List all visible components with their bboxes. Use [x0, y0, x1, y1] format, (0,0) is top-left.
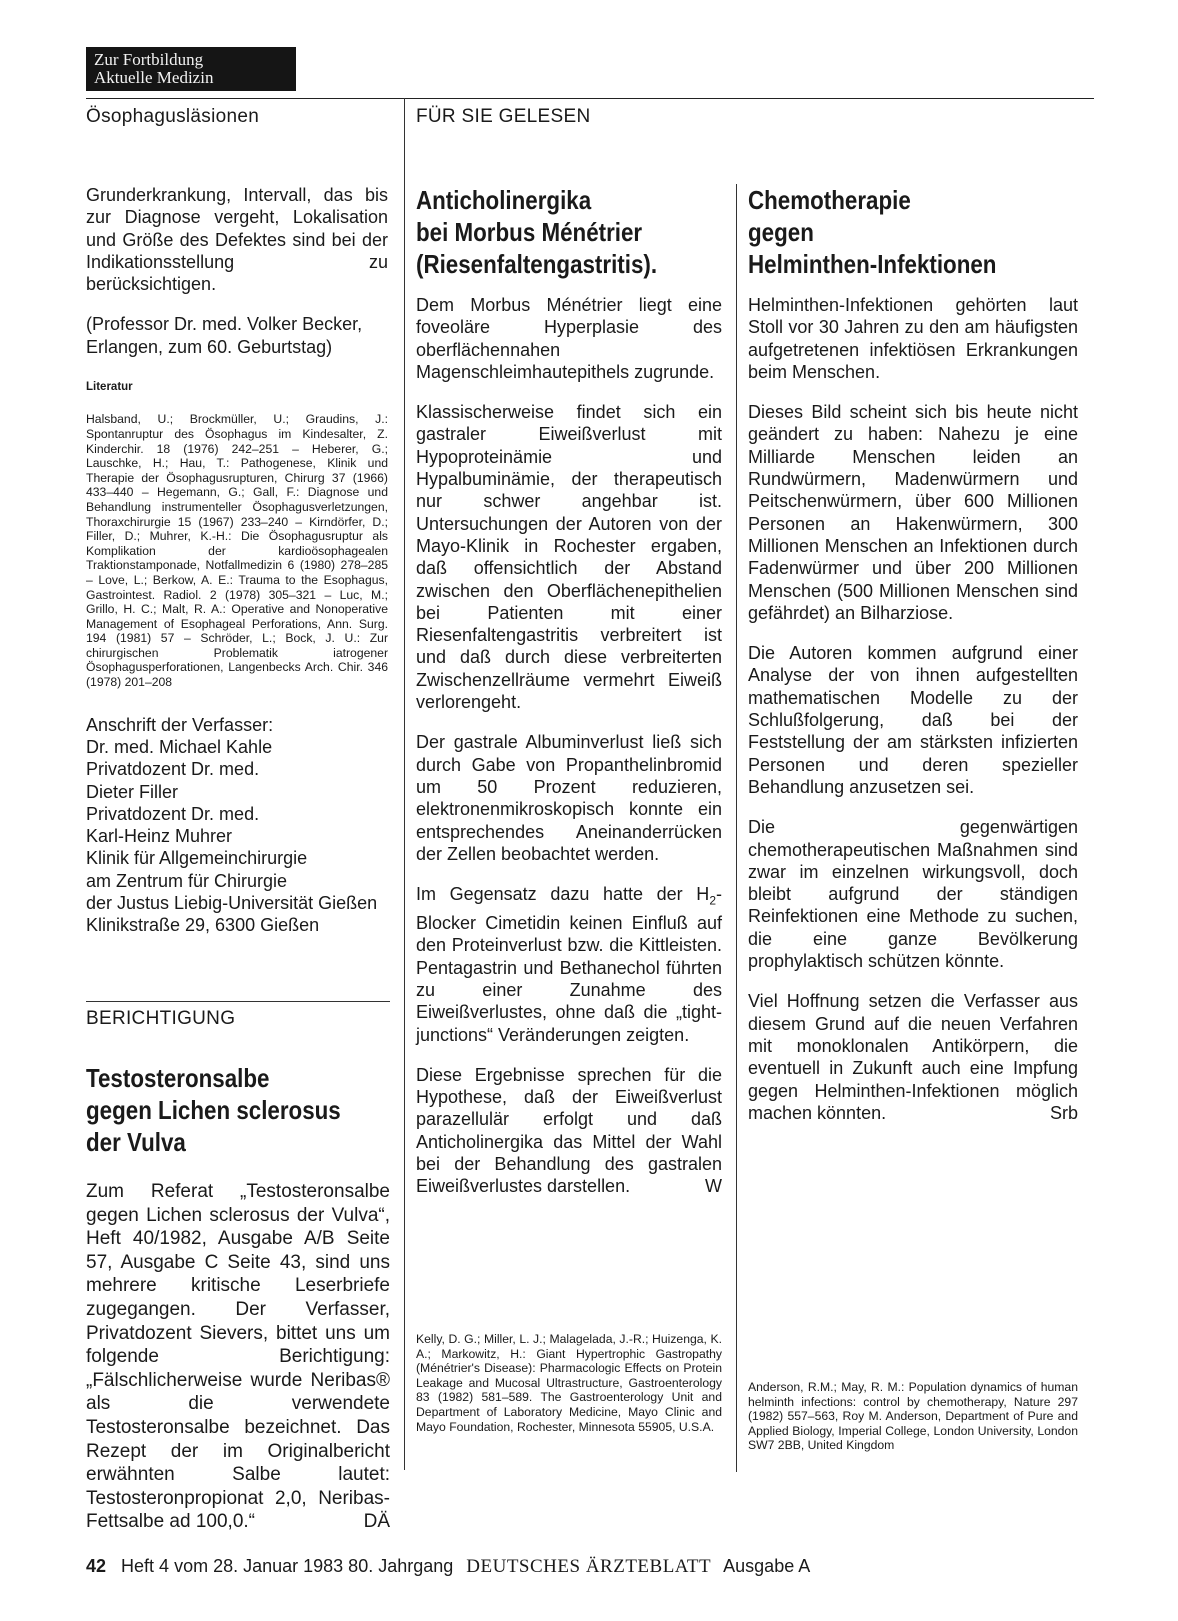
anticholinergika-headline	[416, 184, 722, 280]
headline-line: gegen Lichen sclerosus	[86, 1095, 341, 1125]
rubric-oesophagus: Ösophagusläsionen	[86, 106, 260, 127]
berichtigung-rule	[86, 1001, 390, 1002]
column-divider-left	[404, 98, 405, 1470]
body-paragraph	[748, 990, 1078, 1124]
body-paragraph: Die Autoren kommen aufgrund einer Analyse der von ihnen aufgestellten mathematischen Modelle zu der Schlußfolgerung, daß bei der Feststellung der am stärksten infizierten Personen und deren spezieller Behandlung anzusetzen sei.	[748, 643, 1078, 797]
headline-line: Helminthen-Infektionen	[748, 249, 997, 279]
address-line: Klinikstraße 29, 6300 Gießen	[86, 915, 320, 936]
body-text: Diese Ergebnisse sprechen für die Hypothese, daß der Eiweißverlust parazellulär erfolgt und daß Anticholinergika das Mittel der Wahl bei der Behandlung des gastralen Eiweißverlustes darstellen.	[416, 1064, 722, 1197]
banner-line-2: Aktuelle Medizin	[94, 68, 214, 87]
section-banner	[86, 47, 296, 91]
author-signature: W	[705, 1176, 722, 1197]
page-footer	[86, 1556, 810, 1578]
literature-list: Halsband, U.; Brockmüller, U.; Graudins, J.: Spontanruptur des Ösophagus im Kindesalter, Z. Kinderchir. 18 (1976) 242–251 – Heberer, G.; Lauschke, H.; Hau, T.: Pathogenese, Klinik und Therapie der Ösophagusrupturen, Chirurg 37 (1966) 433–440 – Hegemann, G.; Gall, F.: Diagnose und Behandlung instrumenteller Ösophagusverletzungen, Thoraxchirurgie 15 (1967) 233–240 – Kirndörfer, D.; Filler, D.; Muhrer, K.-H.: Die Ösophagusruptur als Komplikation der kardioösophagealen Traktionstamponade, Notfallmedizin 6 (1980) 278–285 – Love, L.; Berkow, A. E.: Trauma to the Esophagus, Gastrointest. Radiol. 2 (1978) 305–321 – Luc, M.; Grillo, H. C.; Malt, R. A.: Operative and Nonoperative Management of Esophageal Perforations, Ann. Surg. 194 (1981) 57 – Schröder, L.; Bock, J. U.: Zur chirurgischen Problematik iatrogener Ösophagusperforationen, Langenbecks Arch. Chir. 346 (1978) 201–208	[86, 412, 388, 690]
body-text: Viel Hoffnung setzen die Verfasser aus diesem Grund auf die neuen Verfahren mit monoklonalen Antikörpern, die eventuell in Zukunft auch eine Impfung gegen Helminthen-Infektionen möglich machen könnten.	[748, 991, 1078, 1123]
address-line: Dr. med. Michael Kahle	[86, 736, 273, 757]
middle-column	[416, 184, 722, 1216]
right-column	[748, 184, 1078, 1142]
middle-reference: Kelly, D. G.; Miller, L. J.; Malagelada, J.-R.; Huizenga, K. A.; Markowitz, H.: Giant Hypertrophic Gastropathy (Ménétrier's Disease): Pharmacologic Effects on Protein Leakage and Mucosal Ultrastructure, Gastroenterology 83 (1982) 581–589. The Gastroenterology Unit and Department of Laboratory Medicine, Mayo Clinic and Mayo Foundation, Rochester, Minnesota 55905, U.S.A.	[416, 1332, 722, 1434]
body-paragraph: Die gegenwärtigen chemotherapeutischen Maßnahmen sind zwar im einzelnen wirkungsvoll, doch bleibt aufgrund der ständigen Reinfektionen eine Methode zu suchen, die eine ganze Bevölkerung prophylaktisch schützen könnte.	[748, 817, 1078, 972]
subscript: 2	[709, 893, 716, 908]
body-paragraph: Dieses Bild scheint sich bis heute nicht geändert zu haben: Nahezu je eine Milliarde Menschen leiden an Rundwürmern, Madenwürmern und Peitschenwürmern, über 600 Millionen Personen an Hakenwürmern, 300 Millionen Menschen an Infektionen durch Fadenwürmer und über 200 Millionen Menschen (500 Millionen Menschen sind gefährdet) an Bilharziose.	[748, 402, 1078, 623]
column-divider-right	[736, 184, 737, 1472]
berichtigung-body	[86, 1180, 390, 1534]
headline-line: Anticholinergika	[416, 185, 592, 215]
headline-line: gegen	[748, 217, 814, 247]
headline-line: der Vulva	[86, 1127, 186, 1157]
author-signature: Srb	[1049, 1102, 1078, 1123]
address-line: am Zentrum für Chirurgie	[86, 870, 288, 891]
dedication: (Professor Dr. med. Volker Becker, Erlangen, zum 60. Geburtstag)	[86, 314, 363, 357]
right-reference: Anderson, R.M.; May, R. M.: Population dynamics of human helminth infections: control by chemotherapy, Nature 297 (1982) 557–563, Roy M. Anderson, Department of Pure and Applied Biology, Imperial College, London University, London SW7 2BB, United Kingdom	[748, 1380, 1078, 1453]
headline-line: Testosteronsalbe	[86, 1063, 270, 1093]
body-paragraph	[416, 1064, 722, 1198]
body-paragraph	[416, 883, 722, 1046]
address-line: Dieter Filler	[86, 781, 179, 802]
issue-info: Heft 4 vom 28. Januar 1983 80. Jahrgang	[121, 1556, 454, 1576]
berichtigung-column	[86, 1062, 390, 1534]
rubric-berichtigung: BERICHTIGUNG	[86, 1008, 236, 1029]
intro-paragraph: Grunderkrankung, Intervall, das bis zur Diagnose vergeht, Lokalisation und Größe des Defektes sind bei der Indikationsstellung zu berücksichtigen.	[86, 185, 388, 295]
edition: Ausgabe A	[723, 1556, 811, 1576]
body-paragraph: Der gastrale Albuminverlust ließ sich durch Gabe von Propanthelinbromid um 50 Prozent reduzieren, elektronenmikroskopisch konnte ein entsprechendes Aneinanderrücken der Zellen beobachtet werden.	[416, 732, 722, 864]
address-line: Privatdozent Dr. med.	[86, 759, 260, 780]
berichtigung-headline	[86, 1062, 390, 1158]
chemotherapie-headline	[748, 184, 1078, 280]
body-text: -Blocker Cimetidin keinen Einfluß auf den Proteinverlust bzw. die Kittleisten. Pentagastrin und Bethanechol führten zu einer Zunahme des Eiweißverlustes, ohne daß die „tight-junctions“ Veränderungen zeigten.	[416, 884, 722, 1045]
address-line: der Justus Liebig-Universität Gießen	[86, 893, 378, 914]
address-line: Privatdozent Dr. med.	[86, 803, 260, 824]
author-address	[86, 714, 388, 937]
rubric-fuer-sie-gelesen: FÜR SIE GELESEN	[416, 106, 591, 127]
headline-line: Chemotherapie	[748, 185, 911, 215]
top-rule	[86, 98, 1094, 99]
berichtigung-signature: DÄ	[363, 1511, 390, 1533]
left-column	[86, 184, 388, 937]
address-line: Klinik für Allgemeinchirurgie	[86, 848, 308, 869]
journal-title: DEUTSCHES ÄRZTEBLATT	[466, 1556, 712, 1577]
body-paragraph: Klassischerweise findet sich ein gastraler Eiweißverlust mit Hypoproteinämie und Hypalbuminämie, der therapeutisch nur schwer angehbar ist. Untersuchungen der Autoren von der Mayo-Klinik in Rochester ergaben, daß offensichtlich der Abstand zwischen den Oberflächenepithelien bei Patienten mit einer Riesenfaltengastritis verbreitert ist und daß durch diese verbreiterten Zwischenzellräume vermehrt Eiweiß verlorengeht.	[416, 402, 722, 713]
berichtigung-text: Zum Referat „Testosteronsalbe gegen Lichen sclerosus der Vulva“, Heft 40/1982, Ausgabe A/B Seite 57, Ausgabe C Seite 43, sind uns mehrere kritische Leserbriefe zugegangen. Der Verfasser, Privatdozent Sievers, bittet uns um folgende Berichtigung: „Fälschlicherweise wurde Neribas® als die verwendete Testosteronsalbe bezeichnet. Das Rezept der im Originalbericht erwähnten Salbe lautet: Testosteronpropionat 2,0, Neribas-Fettsalbe ad 100,0.“	[86, 1181, 390, 1533]
body-text: Im Gegensatz dazu hatte der H	[416, 884, 710, 905]
address-line: Karl-Heinz Muhrer	[86, 826, 233, 847]
banner-line-1: Zur Fortbildung	[94, 50, 204, 69]
body-paragraph: Helminthen-Infektionen gehörten laut Stoll vor 30 Jahren zu den am häufigsten aufgetretenen infektiösen Erkrankungen beim Menschen.	[748, 295, 1078, 382]
address-line: Anschrift der Verfasser:	[86, 714, 274, 735]
literature-title: Literatur	[86, 381, 133, 394]
headline-line: (Riesenfaltengastritis).	[416, 249, 658, 279]
headline-line: bei Morbus Ménétrier	[416, 217, 643, 247]
page-number: 42	[86, 1556, 107, 1576]
body-paragraph: Dem Morbus Ménétrier liegt eine foveoläre Hyperplasie des oberflächennahen Magenschleimhautepithels zugrunde.	[416, 295, 722, 382]
